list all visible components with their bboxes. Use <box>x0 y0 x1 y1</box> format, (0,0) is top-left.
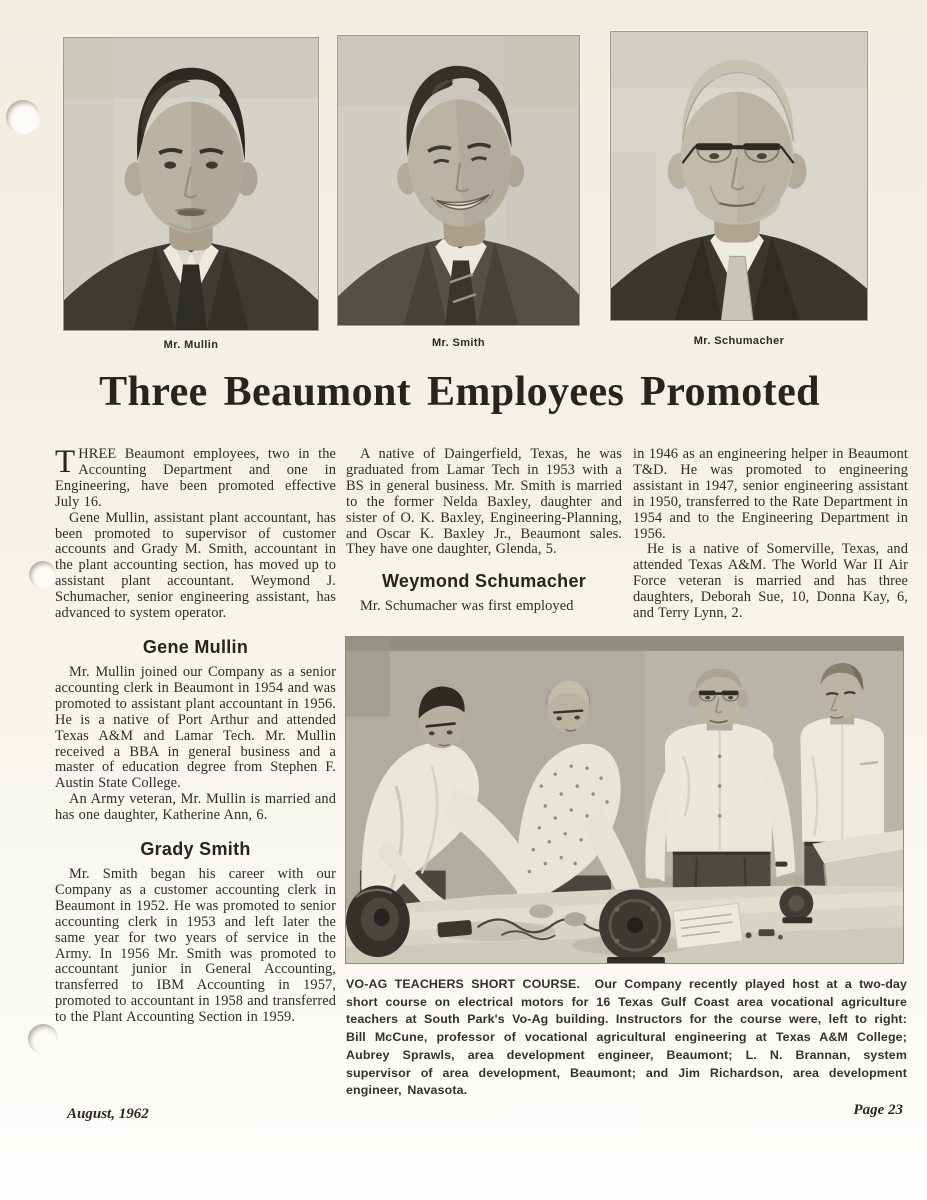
section-heading-grady-smith: Grady Smith <box>140 839 251 860</box>
text-column-1 <box>55 444 336 1026</box>
hole-punch-bottom <box>28 1024 58 1054</box>
drop-cap: T <box>55 444 76 480</box>
scan-edge-bottom <box>0 1187 927 1200</box>
portrait-label-schumacher: Mr. Schumacher <box>693 335 785 347</box>
caption-body: Our Company recently played host at a two-day short course on electrical motors for 16 Texas Gulf Coast area vocational agriculture teachers at South Park's Vo-Ag building. Instructors for the course were, left to right: Bill McCune, professor of vocational agricultural engineering at Texas A&M College; Aubrey Sprawls, area development engineer, Beaumont; L. N. Brannan, system supervisor of area development, Beaumont; and Jim Richardson, area development engineer, Navasota. <box>346 977 908 1098</box>
portrait-photo-smith <box>337 35 580 326</box>
portrait-schumacher-illustration <box>611 32 867 320</box>
portrait-photo-mullin <box>63 37 319 331</box>
smith-paragraph-1: Mr. Smith began his career with our Company as a customer accounting clerk in Beaumont in 1952. He was promoted to senior accounting clerk in 1953 and left later the same year for two years of service in the Army. In 1956 Mr. Smith was promoted to accountant junior in General Accounting, transferred to IBM Accounting in 1957, promoted to accountant in 1958 and transferred to the Plant Accounting Section in 1959. <box>55 866 336 1026</box>
portrait-mullin-illustration <box>64 38 318 330</box>
portrait-photo-schumacher <box>610 31 868 321</box>
mullin-paragraph-2: An Army veteran, Mr. Mullin is married and has one daughter, Katherine Ann, 6. <box>55 791 336 824</box>
article-headline: Three Beaumont Employees Promoted <box>99 369 820 415</box>
schumacher-paragraph-2: in 1946 as an engineering helper in Beaumont T&D. He was promoted to engineering assistant in 1947, senior engineering assistant in 1950, transferred to the Rate Department in 1954 and to the Engineering Department in 1956. <box>633 446 908 542</box>
hole-punch-middle <box>29 561 56 588</box>
intro-opening-text: HREE Beaumont employees, two in the Accounting Department and one in Engineering, have been promoted effective July 16. <box>55 446 336 510</box>
smith-paragraph-2: A native of Daingerfield, Texas, he was graduated from Lamar Tech in 1953 with a BS in general business. Mr. Smith is married to the former Nelda Baxley, daughter and sister of O. K. Baxley, Engineering-Planning, and Oscar K. Baxley Jr., Beaumont sales. They have one daughter, Glenda, 5. <box>346 446 622 558</box>
portrait-label-mullin: Mr. Mullin <box>163 339 219 351</box>
section-heading-gene-mullin: Gene Mullin <box>142 636 249 657</box>
mullin-paragraph-1: Mr. Mullin joined our Company as a senior accounting clerk in Beaumont in 1954 and was promoted to assistant plant accountant in 1956. He is a native of Port Arthur and attended Texas A&M and Lamar Tech. Mr. Mullin received a BBA in general business and a master of education degree from Stephen F. Austin State College. <box>55 663 336 792</box>
footer-issue-date: August, 1962 <box>67 1106 149 1122</box>
intro-paragraph <box>55 444 336 511</box>
group-photo-illustration <box>346 637 903 963</box>
footer-page-number: Page 23 <box>853 1102 903 1118</box>
schumacher-paragraph-1: Mr. Schumacher was first employed <box>360 598 574 615</box>
hole-punch-top <box>6 100 40 134</box>
portrait-label-smith: Mr. Smith <box>431 337 486 349</box>
intro-paragraph-2: Gene Mullin, assistant plant accountant, has been promoted to supervisor of customer accounts and Grady M. Smith, accountant in the plant accounting section, has moved up to assistant plant accountant. Weymond J. Schumacher, senior engineering assistant, has advanced to system operator. <box>55 509 336 622</box>
schumacher-paragraph-3: He is a native of Somerville, Texas, and attended Texas A&M. The World War II Air Force veteran is married and has three daughters, Deborah Sue, 10, Donna Kay, 6, and Terry Lynn, 2. <box>633 541 908 622</box>
group-photo-voag-short-course <box>345 636 904 964</box>
text-column-2 <box>346 447 622 615</box>
portrait-smith-illustration <box>338 36 579 325</box>
text-column-3 <box>633 447 908 622</box>
caption-lead: VO-AG TEACHERS SHORT COURSE. <box>346 977 581 991</box>
group-photo-caption <box>346 976 907 1100</box>
section-heading-weymond-schumacher: Weymond Schumacher <box>381 571 587 592</box>
